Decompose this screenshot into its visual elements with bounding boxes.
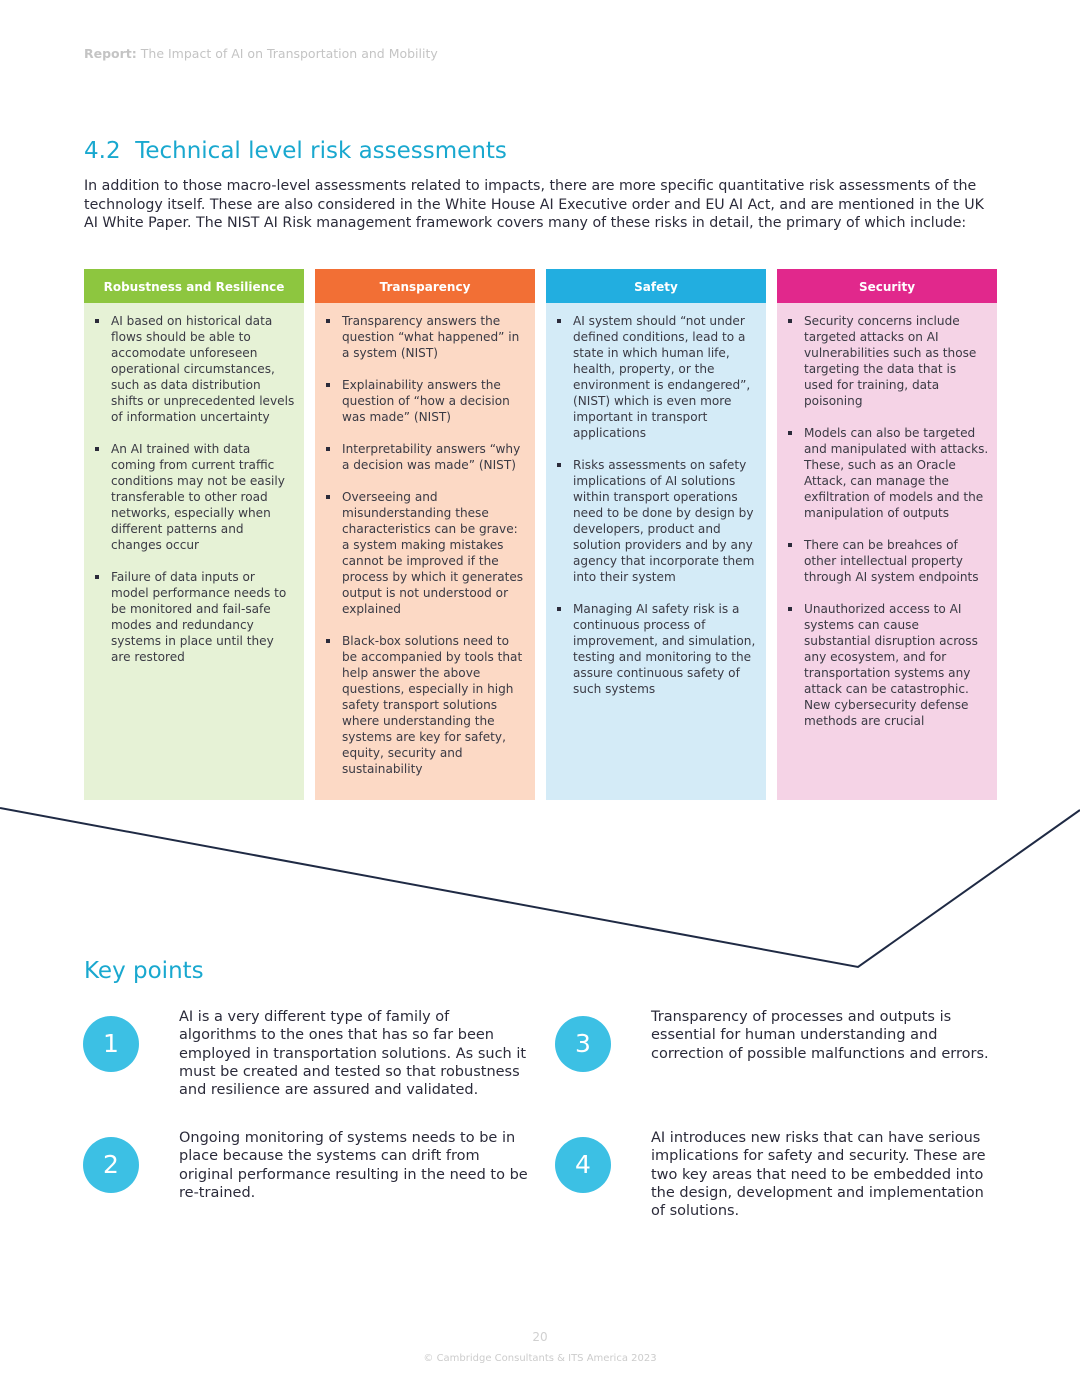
list-item: Explainability answers the question of “how a decision was made” (NIST) bbox=[342, 377, 527, 425]
column-safety-header: Safety bbox=[546, 269, 766, 303]
number-circle: 1 bbox=[83, 1016, 139, 1072]
list-item: Failure of data inputs or model performance needs to be monitored and fail-safe modes and redundancy systems in place until they are restored bbox=[111, 569, 296, 665]
list-item: Black-box solutions need to be accompanied by tools that help answer the above questions, especially in high safety transport solutions where understanding the systems are key for safety, equity, security and sustainability bbox=[342, 633, 527, 777]
list-item: Risks assessments on safety implications of AI solutions within transport operations need to be done by design by developers, product and solution providers and by any agency that incorporate them into their system bbox=[573, 457, 758, 585]
list-item: There can be breahces of other intellectual property through AI system endpoints bbox=[804, 537, 989, 585]
list-item: Overseeing and misunderstanding these characteristics can be grave: a system making mistakes cannot be improved if the process by which it generates output is not understood or explained bbox=[342, 489, 527, 617]
list-item: Interpretability answers “why a decision was made” (NIST) bbox=[342, 441, 527, 473]
column-robustness-header: Robustness and Resilience bbox=[84, 269, 304, 303]
key-point-text: Ongoing monitoring of systems needs to be in place because the systems can drift from original performance resulting in the need to be re-trained. bbox=[179, 1130, 528, 1201]
key-point-text: AI introduces new risks that can have serious implications for safety and security. These are two key areas that need to be embedded into the design, development and implementation of solutions. bbox=[651, 1130, 986, 1220]
report-title: The Impact of AI on Transportation and Mobility bbox=[140, 46, 438, 61]
key-point-text: AI is a very different type of family of algorithms to the ones that has so far been employed in transportation solutions. As such it must be created and tested so that robustness and resilience are assured and validated. bbox=[179, 1009, 527, 1099]
section-number: 4.2 bbox=[84, 138, 121, 164]
number-circle: 4 bbox=[555, 1137, 611, 1193]
section-title-text: Technical level risk assessments bbox=[135, 138, 507, 164]
list-item: Transparency answers the question “what happened” in a system (NIST) bbox=[342, 313, 527, 361]
list-item: Models can also be targeted and manipulated with attacks. These, such as an Oracle Attack, can manage the exfiltration of models and the manipulation of outputs bbox=[804, 426, 989, 520]
key-point-text: Transparency of processes and outputs is essential for human understanding and correction of possible malfunctions and errors. bbox=[651, 1009, 989, 1062]
number-circle: 3 bbox=[555, 1016, 611, 1072]
number-circle: 2 bbox=[83, 1137, 139, 1193]
report-label: Report: bbox=[84, 46, 137, 61]
list-item: AI system should “not under defined conditions, lead to a state in which human life, health, property, or the environment is endangered”, (NIST) which is even more important in transport applications bbox=[573, 313, 758, 441]
list-item: AI based on historical data flows should be able to accomodate unforeseen operational circumstances, such as data distribution shifts or unprecedented levels of information uncertainty bbox=[111, 314, 295, 424]
list-item: Unauthorized access to AI systems can cause substantial disruption across any ecosystem, and for transportation systems any attack can be catastrophic. New cybersecurity defense methods are crucial bbox=[804, 601, 989, 729]
column-transparency-header: Transparency bbox=[315, 269, 535, 303]
key-points-title: Key points bbox=[84, 958, 204, 984]
copyright: © Cambridge Consultants & ITS America 2023 bbox=[423, 1353, 657, 1364]
section-intro: In addition to those macro-level assessments related to impacts, there are more specific quantitative risk assessments of the technology itself. These are also considered in the White House AI Executive order and EU AI Act, and are mentioned in the UK AI White Paper. The NIST AI Risk management framework covers many of these risks in detail, the primary of which include: bbox=[84, 178, 984, 231]
list-item: Security concerns include targeted attacks on AI vulnerabilities such as those targeting the data that is used for training, data poisoning bbox=[804, 313, 989, 409]
list-item: An AI trained with data coming from current traffic conditions may not be easily transferable to other road networks, especially when different patterns and changes occur bbox=[111, 441, 296, 553]
page-number: 20 bbox=[532, 1330, 548, 1344]
column-security-header: Security bbox=[777, 269, 997, 303]
list-item: Managing AI safety risk is a continuous process of improvement, and simulation, testing and monitoring to the assure continuous safety of such systems bbox=[573, 601, 758, 697]
